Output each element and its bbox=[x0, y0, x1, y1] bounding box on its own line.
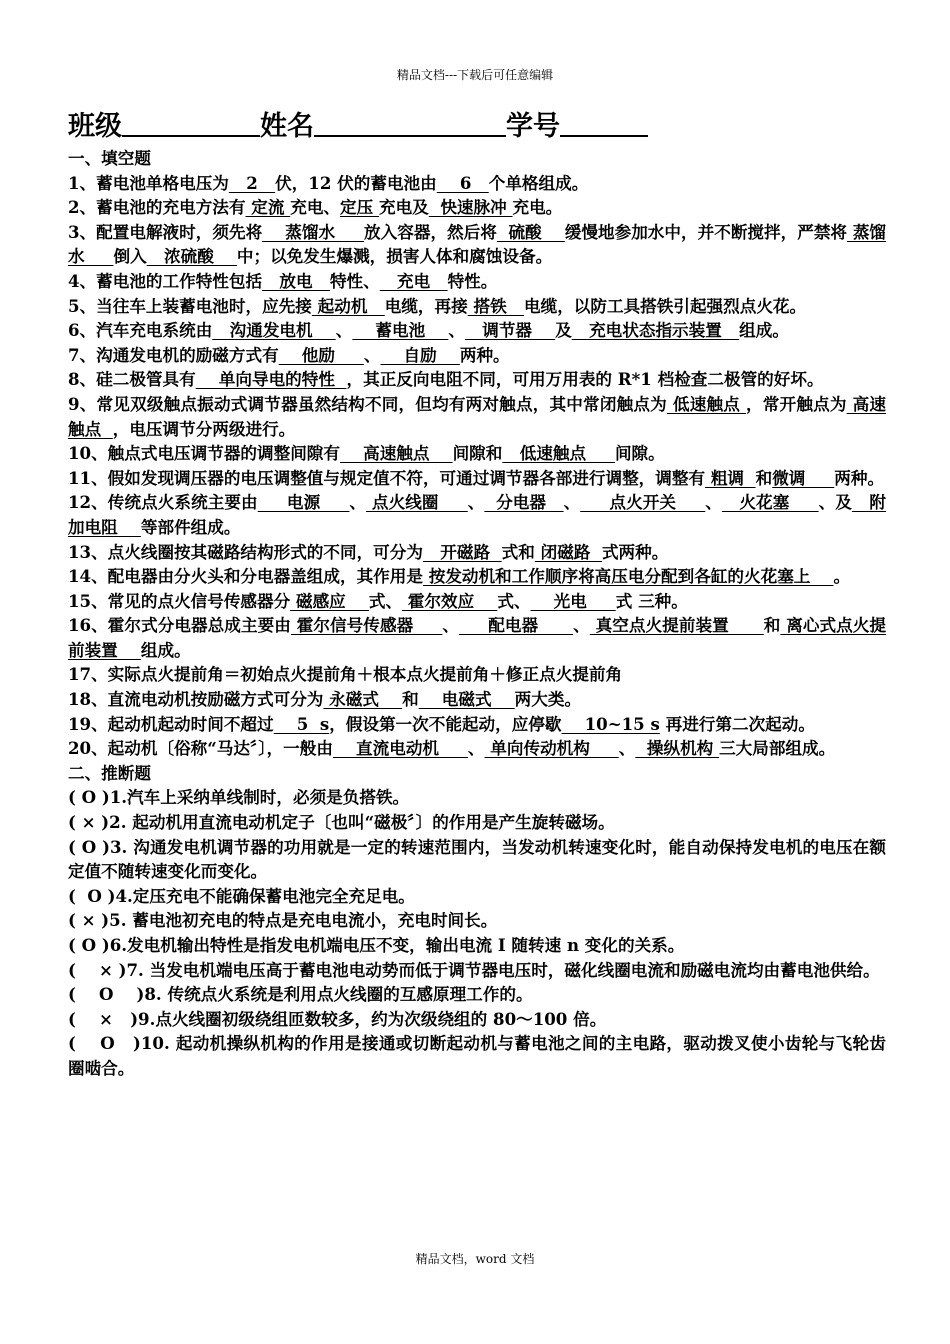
class-blank bbox=[122, 109, 260, 137]
answer-blank: 真空点火提前装置 bbox=[589, 615, 764, 636]
question-text: 特性、 bbox=[329, 270, 380, 291]
section-fill-title: 一、填空题 bbox=[68, 148, 151, 168]
id-label: 学号 bbox=[506, 111, 560, 142]
question-text: 充电、 bbox=[290, 197, 341, 218]
student-info-line bbox=[68, 104, 648, 143]
question-text: 、 bbox=[563, 492, 581, 513]
judge-question-5: ( × )5. 蓄电池初充电的特点是充电电流小，充电时间长。 bbox=[68, 910, 498, 931]
fill-question-1 bbox=[68, 171, 886, 196]
answer-blank: 高速触点 bbox=[68, 393, 887, 439]
judge-question-8: ( O )8. 传统点火系统是利用点火线圈的互感原理工作的。 bbox=[68, 984, 533, 1005]
question-text: 11、假如发现调压器的电压调整值与规定值不符，可通过调节器各部进行调整，调整有 bbox=[68, 467, 706, 488]
question-text: ，假设第一次不能起动，应停歇 bbox=[329, 713, 562, 734]
answer-blank: 闭磁路 bbox=[534, 541, 602, 562]
page-footer: 精品文档，word 文档 bbox=[415, 1252, 535, 1266]
fill-question-9 bbox=[68, 392, 886, 441]
question-text: 两大类。 bbox=[514, 689, 582, 710]
answer-blank: 蒸馏水 bbox=[262, 221, 365, 242]
answer-blank: 定流 bbox=[245, 197, 291, 218]
name-blank bbox=[314, 109, 506, 137]
answer-blank: 2 bbox=[228, 172, 276, 193]
question-text: 9、常见双级触点振动式调节器虽然结构不同，但均有两对触点，其中常闭触点为 bbox=[68, 393, 667, 414]
question-text: 中；以免发生爆溅，损害人体和腐蚀设备。 bbox=[236, 246, 553, 267]
exam-content bbox=[68, 146, 886, 1081]
question-text: 、 bbox=[573, 615, 590, 636]
question-text: 14、配电器由分火头和分电器盖组成，其作用是 bbox=[68, 566, 423, 587]
question-text: 再进行第二次起动。 bbox=[659, 713, 815, 734]
question-text: 式、 bbox=[497, 590, 531, 611]
answer-blank: 搭铁 bbox=[467, 295, 525, 316]
answer-blank: 定压 bbox=[340, 197, 379, 218]
fill-question-6 bbox=[68, 318, 886, 343]
question-text: 1、蓄电池单格电压为 bbox=[68, 172, 229, 193]
question-text: 间隙和 bbox=[452, 443, 503, 464]
question-text: 组成。 bbox=[140, 639, 191, 660]
answer-blank: 磁感应 bbox=[290, 590, 369, 611]
question-text: 3、配置电解液时，须先将 bbox=[68, 221, 263, 242]
answer-blank: 离心式点火提前装置 bbox=[68, 615, 887, 660]
fill-question-8 bbox=[68, 367, 886, 392]
answer-blank: 直流电动机 bbox=[332, 738, 468, 759]
answer-blank: 快速脉冲 bbox=[428, 197, 513, 218]
question-text: 倒入 bbox=[113, 246, 147, 267]
question-text: 17、实际点火提前角＝初始点火提前角＋根本点火提前角＋修正点火提前角 bbox=[68, 664, 623, 685]
class-label: 班级 bbox=[68, 111, 122, 142]
answer-blank: 充电 bbox=[379, 270, 448, 291]
question-text: 特性。 bbox=[447, 270, 498, 291]
fill-question-10 bbox=[68, 441, 886, 466]
question-text: 、 bbox=[448, 320, 465, 341]
question-text: 13、点火线圈按其磁路结构形式的不同，可分为 bbox=[68, 541, 423, 562]
answer-blank: 永磁式 bbox=[323, 689, 403, 710]
answer-blank: 霍尔效应 bbox=[402, 590, 498, 611]
judge-question-9: ( × )9.点火线圈初级绕组匝数较多，约为次级绕组的 80～100 倍。 bbox=[68, 1008, 607, 1029]
answer-blank: 光电 bbox=[530, 590, 616, 611]
answer-blank: 6 bbox=[436, 172, 489, 193]
fill-question-2 bbox=[68, 195, 886, 220]
question-text: 电缆，再接 bbox=[384, 295, 468, 316]
fill-question-13 bbox=[68, 540, 886, 565]
answer-blank: 点火线圈 bbox=[366, 492, 468, 513]
question-text: 等部件组成。 bbox=[140, 516, 241, 537]
answer-blank: 微调 bbox=[772, 467, 835, 488]
question-text: 6、汽车充电系统由 bbox=[68, 320, 213, 341]
answer-blank: 调节器 bbox=[464, 320, 556, 341]
answer-blank: 放电 bbox=[262, 270, 330, 291]
question-text: 式和 bbox=[501, 541, 535, 562]
judge-question-7: ( × )7. 当发电机端电压高于蓄电池电动势而低于调节器电压时，磁化线圈电流和励磁电流均由蓄电池供给。 bbox=[68, 959, 880, 980]
answer-blank: 起动机 bbox=[311, 295, 385, 316]
name-label: 姓名 bbox=[260, 111, 314, 142]
question-text: 充电及 bbox=[378, 197, 429, 218]
answer-blank: 自励 bbox=[380, 344, 460, 365]
question-text: 7、沟通发电机的励磁方式有 bbox=[68, 344, 279, 365]
answer-blank: 单向传动机构 bbox=[484, 738, 619, 759]
answer-blank: 他励 bbox=[278, 344, 364, 365]
question-text: 、 bbox=[705, 492, 722, 513]
question-text: 个单格组成。 bbox=[488, 172, 589, 193]
answer-blank: 火花塞 bbox=[721, 492, 819, 513]
answer-blank: 点火开关 bbox=[580, 492, 706, 513]
question-text: 电缆，以防工具搭铁引起强烈点火花。 bbox=[524, 295, 807, 316]
question-text: 、 bbox=[363, 344, 381, 365]
fill-question-4 bbox=[68, 269, 886, 294]
question-text: 5、当往车上装蓄电池时，应先接 bbox=[68, 295, 312, 316]
question-text: 16、霍尔式分电器总成主要由 bbox=[68, 615, 291, 636]
fill-question-11 bbox=[68, 466, 886, 491]
question-text: ，常开触点为 bbox=[746, 393, 847, 414]
answer-blank: 开磁路 bbox=[422, 541, 502, 562]
fill-question-7 bbox=[68, 343, 886, 368]
fill-question-12 bbox=[68, 490, 886, 539]
fill-question-3 bbox=[68, 220, 886, 269]
question-text: 式、 bbox=[368, 590, 403, 611]
question-text: 和 bbox=[402, 689, 419, 710]
question-text: 两种。 bbox=[834, 467, 885, 488]
answer-blank: 充电状态指示装置 bbox=[571, 320, 740, 341]
question-text: 15、常见的点火信号传感器分 bbox=[68, 590, 291, 611]
judge-question-4: ( O )4.定压充电不能确保蓄电池完全充足电。 bbox=[68, 885, 415, 906]
answer-blank: 低速触点 bbox=[666, 393, 746, 414]
answer-blank: 粗调 bbox=[705, 467, 756, 488]
question-text: ，电压调节分两级进行。 bbox=[112, 418, 296, 439]
question-text: 间隙。 bbox=[614, 443, 665, 464]
fill-question-5 bbox=[68, 294, 886, 319]
fill-question-16 bbox=[68, 613, 886, 662]
answer-blank: 单向导电的特性 bbox=[195, 369, 347, 390]
fill-question-18 bbox=[68, 687, 886, 712]
answer-blank: 5 s bbox=[273, 713, 330, 734]
question-text: 2、蓄电池的充电方法有 bbox=[68, 197, 246, 218]
question-text: 10、触点式电压调节器的调整间隙有 bbox=[68, 443, 340, 464]
answer-blank: 浓硫酸 bbox=[146, 246, 237, 267]
question-text: 两种。 bbox=[459, 344, 510, 365]
question-text: 和 bbox=[763, 615, 781, 636]
question-text: 及 bbox=[555, 320, 572, 341]
page-header: 精品文档---下载后可任意编辑 bbox=[396, 68, 554, 82]
question-text: 伏，12 伏的蓄电池由 bbox=[275, 172, 437, 193]
question-text: 组成。 bbox=[739, 320, 789, 341]
question-text: 、及 bbox=[818, 492, 852, 513]
judge-question-10: ( O )10. 起动机操纵机构的作用是接通或切断起动机与蓄电池之间的主电路，驱动拨叉使小齿轮与飞轮齿圈啮合。 bbox=[68, 1033, 886, 1078]
id-blank bbox=[560, 109, 648, 137]
answer-blank: 沟通发电机 bbox=[212, 320, 336, 341]
question-text: 、 bbox=[618, 738, 636, 759]
fill-question-15 bbox=[68, 589, 886, 614]
question-text: 20、起动机〔俗称“马达〞〕，一般由 bbox=[68, 738, 333, 759]
question-text: 、 bbox=[467, 492, 485, 513]
question-text: 式两种。 bbox=[601, 541, 669, 562]
question-text: 。 bbox=[833, 566, 851, 587]
answer-blank: 蓄电池 bbox=[352, 320, 449, 341]
answer-blank: 硫酸 bbox=[496, 221, 565, 242]
answer-blank: 霍尔信号传感器 bbox=[290, 615, 443, 636]
question-text: 和 bbox=[755, 467, 773, 488]
answer-blank: 高速触点 bbox=[340, 443, 453, 464]
fill-question-19 bbox=[68, 712, 886, 737]
answer-blank: 分电器 bbox=[484, 492, 564, 513]
question-text: 充电。 bbox=[512, 197, 563, 218]
fill-question-17 bbox=[68, 662, 886, 687]
answer-blank: 附加电阻 bbox=[68, 492, 887, 537]
judge-question-3: ( O )3. 沟通发电机调节器的功用就是一定的转速范围内，当发动机转速变化时，能自动保持发电机的电压在额定值不随转速变化而变化。 bbox=[68, 836, 886, 882]
answer-blank: 电源 bbox=[257, 492, 350, 513]
answer-blank: 按发动机和工作顺序将高压电分配到各缸的火花塞上 bbox=[422, 566, 834, 587]
question-text: 4、蓄电池的工作特性包括 bbox=[68, 270, 263, 291]
fill-question-14 bbox=[68, 564, 886, 589]
answer-blank: 10~15 s bbox=[561, 713, 660, 734]
question-text: 19、起动机起动时间不超过 bbox=[68, 713, 274, 734]
question-text: 、 bbox=[467, 738, 485, 759]
question-text: 、 bbox=[349, 492, 367, 513]
question-text: 缓慢地参加水中，并不断搅拌，严禁将 bbox=[564, 221, 848, 242]
answer-blank: 蒸馏水 bbox=[68, 221, 887, 267]
judgement-questions bbox=[68, 785, 886, 1080]
answer-blank: 操纵机构 bbox=[635, 738, 720, 759]
question-text: 三大局部组成。 bbox=[719, 738, 836, 759]
question-text: 放入容器，然后将 bbox=[364, 221, 497, 242]
judge-question-6: ( O )6.发电机输出特性是指发电机端电压不变，输出电流 I 随转速 n 变化的关系。 bbox=[68, 935, 685, 955]
question-text: ，其正反向电阻不同，可用万用表的 R*1 档检查二极管的好坏。 bbox=[346, 369, 824, 390]
answer-blank: 低速触点 bbox=[502, 443, 615, 464]
question-text: 、 bbox=[335, 320, 353, 341]
question-text: 12、传统点火系统主要由 bbox=[68, 492, 258, 513]
fill-in-questions bbox=[68, 171, 886, 761]
judge-question-1: ( O )1.汽车上采纳单线制时，必须是负搭铁。 bbox=[68, 787, 410, 808]
judge-question-2: ( × )2. 起动机用直流电动机定子〔也叫“磁极〞〕的作用是产生旋转磁场。 bbox=[68, 812, 615, 833]
answer-blank: 配电器 bbox=[459, 615, 574, 636]
question-text: 式 三种。 bbox=[615, 590, 688, 611]
question-text: 18、直流电动机按励磁方式可分为 bbox=[68, 689, 324, 710]
answer-blank: 电磁式 bbox=[418, 689, 515, 710]
section-judge-title: 二、推断题 bbox=[68, 762, 151, 783]
fill-question-20 bbox=[68, 736, 886, 761]
question-text: 8、硅二极管具有 bbox=[68, 369, 196, 390]
question-text: 、 bbox=[442, 615, 460, 636]
